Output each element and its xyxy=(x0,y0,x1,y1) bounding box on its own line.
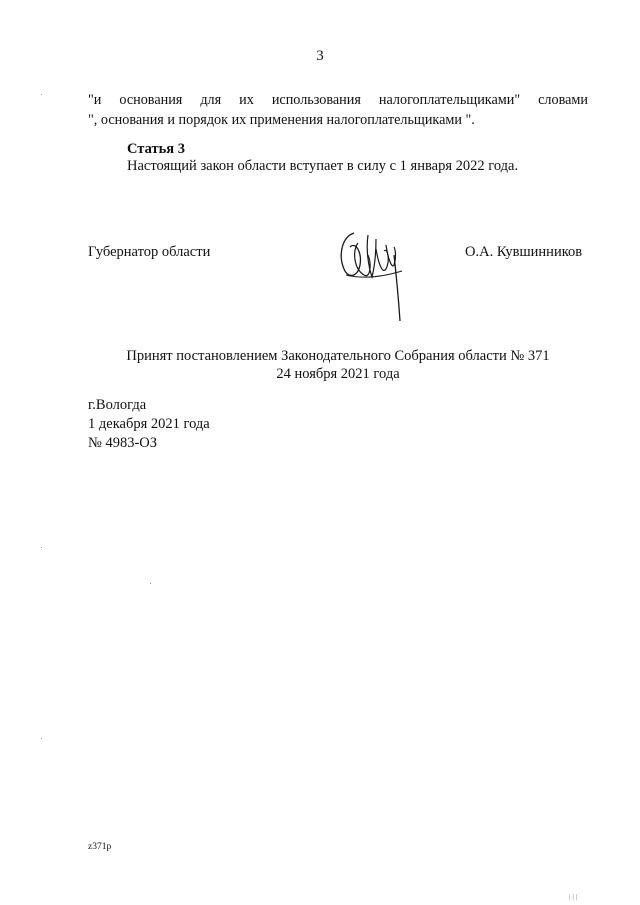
document-code: z371р xyxy=(88,842,112,852)
adoption-line-1: Принят постановлением Законодательного Собрания области № 371 xyxy=(126,348,550,364)
law-number: № 4983-ОЗ xyxy=(88,435,158,451)
scan-speck xyxy=(41,547,42,548)
scan-mark: ||| xyxy=(569,893,580,901)
scan-speck xyxy=(150,583,151,584)
adoption-date: 24 ноября 2021 года xyxy=(276,366,400,382)
amendment-paragraph xyxy=(88,90,588,130)
city: г.Вологда xyxy=(88,397,147,413)
signing-date: 1 декабря 2021 года xyxy=(88,416,210,432)
scan-speck xyxy=(41,738,42,739)
handwritten-signature xyxy=(332,225,412,325)
article-heading: Статья 3 xyxy=(127,141,185,157)
place-date-block xyxy=(88,396,210,453)
article-text: Настоящий закон области вступает в силу с 1 января 2022 года. xyxy=(127,158,519,174)
scan-speck xyxy=(41,94,42,95)
page-number: 3 xyxy=(316,48,324,64)
amendment-line-2: ", основания и порядок их применения налогоплательщиками ". xyxy=(88,112,475,128)
amendment-line-1: "и основания для их использования налогоплательщиками" словами xyxy=(88,92,588,108)
governor-title: Губернатор области xyxy=(88,244,211,260)
adoption-block xyxy=(0,347,640,383)
governor-name: О.А. Кувшинников xyxy=(465,244,583,260)
